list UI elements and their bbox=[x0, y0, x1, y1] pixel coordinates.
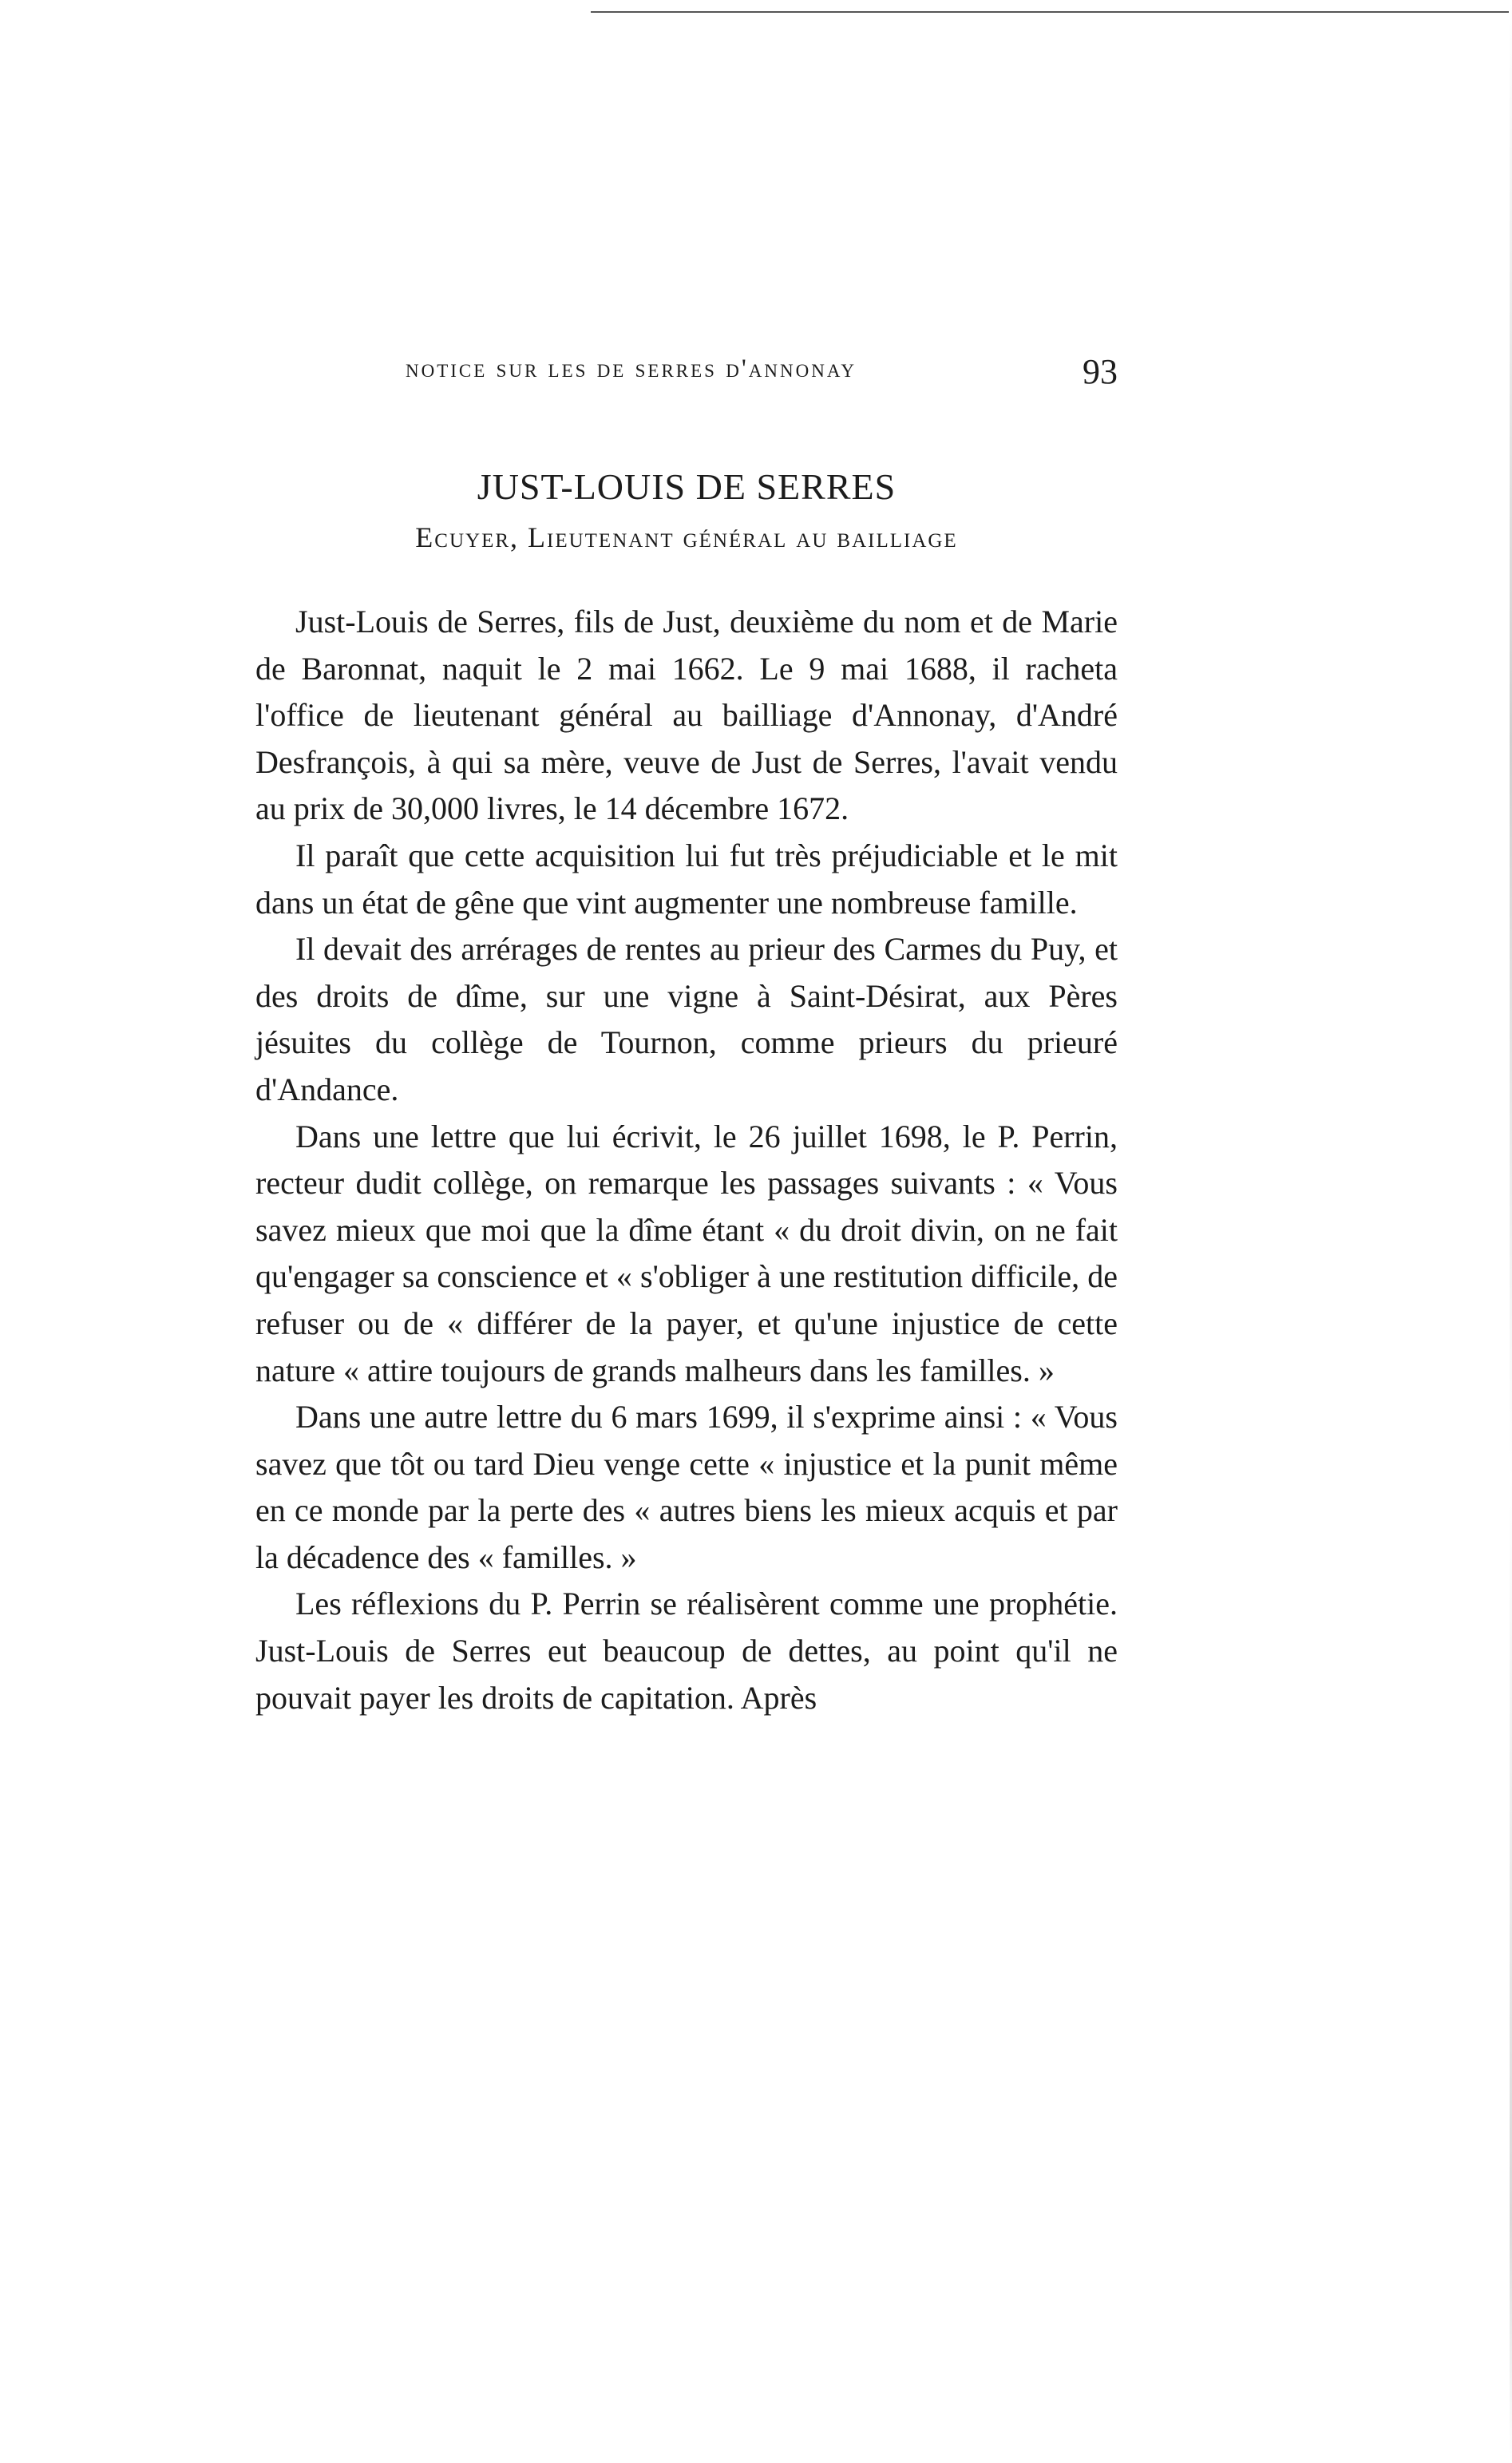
paragraph: Les réflexions du P. Perrin se réalisèrent comme une prophétie. Just-Louis de Serres eut beaucoup de dettes, au point qu'il ne pouvait payer les droits de capitation. Après bbox=[255, 1586, 1118, 1716]
chapter-title: JUST-LOUIS DE SERRES bbox=[477, 466, 897, 507]
body-text bbox=[255, 599, 1118, 1721]
paragraph: Dans une lettre que lui écrivit, le 26 juillet 1698, le P. Perrin, recteur dudit collège, on remarque les passages suivants : « Vous savez mieux que moi que la dîme étant « du droit divin, on ne fait qu'engager sa conscience et « s'obliger à une restitution difficile, de refuser ou de « différer de la payer, et qu'une injustice de cette nature « attire toujours de grands malheurs dans les familles. » bbox=[255, 1118, 1118, 1388]
paragraph: Il devait des arrérages de rentes au prieur des Carmes du Puy, et des droits de dîme, sur une vigne à Saint-Désirat, aux Pères jésuites du collège de Tournon, comme prieurs du prieuré d'Andance. bbox=[255, 931, 1118, 1107]
page-number: 93 bbox=[1083, 352, 1118, 391]
running-head bbox=[255, 351, 1118, 399]
paragraph: Just-Louis de Serres, fils de Just, deuxième du nom et de Marie de Baronnat, naquit le 2 mai 1662. Le 9 mai 1688, il racheta l'office de lieutenant général au bailliage d'Annonay, d'André Desfrançois, à qui sa mère, veuve de Just de Serres, l'avait vendu au prix de 30,000 livres, le 14 décembre 1672. bbox=[255, 604, 1118, 827]
running-title: notice sur les de serres d'annonay bbox=[406, 354, 857, 383]
paragraph: Il paraît que cette acquisition lui fut très préjudiciable et le mit dans un état de gêne que vint augmenter une nombreuse famille. bbox=[255, 837, 1118, 921]
chapter-heading bbox=[255, 463, 1118, 557]
scan-top-rule bbox=[591, 11, 1509, 13]
paragraph: Dans une autre lettre du 6 mars 1699, il s'exprime ainsi : « Vous savez que tôt ou tard Dieu venge cette « injustice et la punit même en ce monde par la perte des « autres biens les mieux acquis et par la décadence des « familles. » bbox=[255, 1399, 1118, 1575]
chapter-subtitle: Ecuyer, Lieutenant général au bailliage bbox=[415, 521, 958, 553]
